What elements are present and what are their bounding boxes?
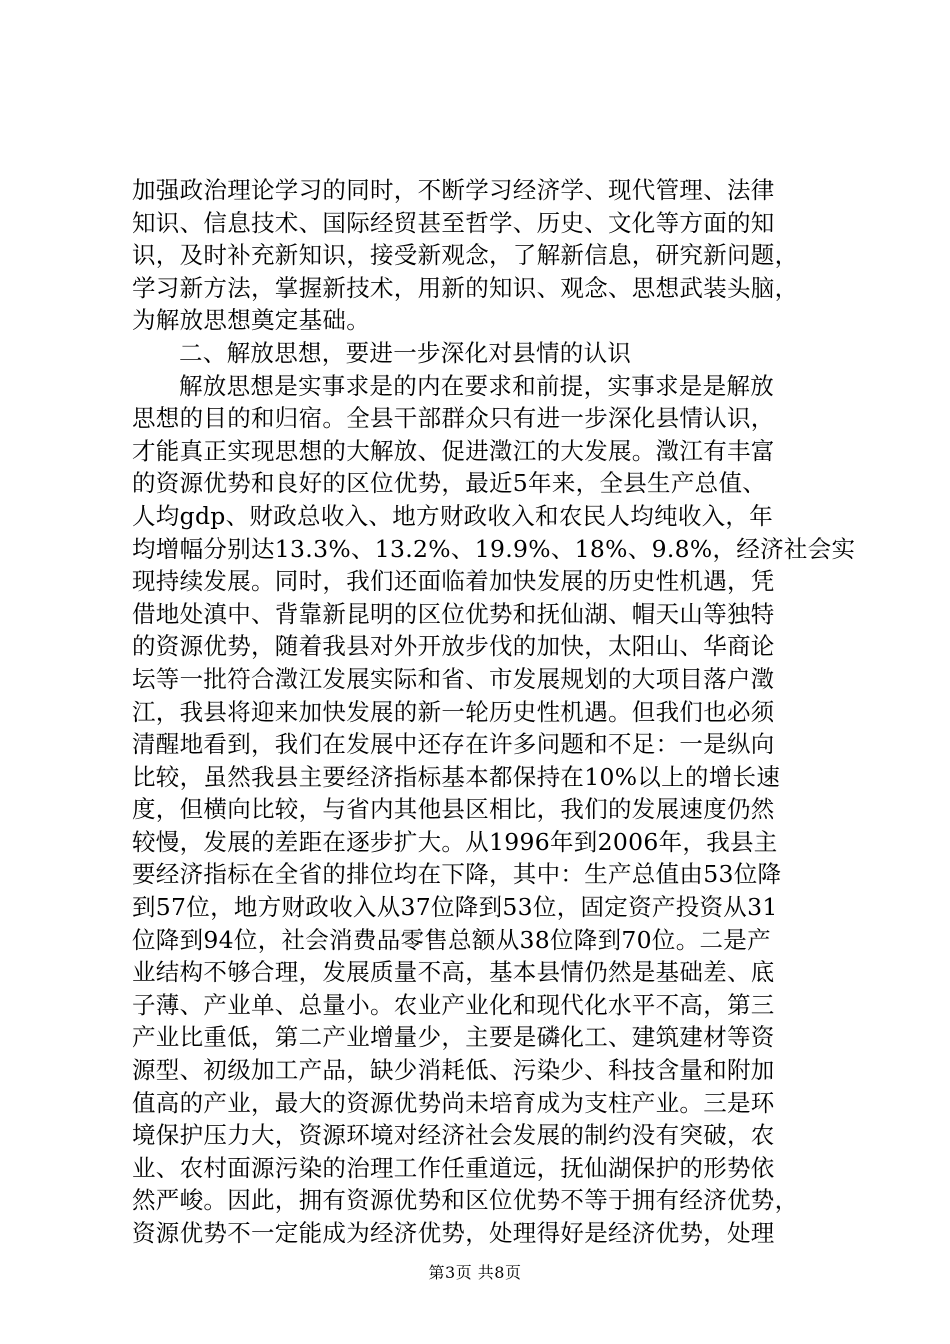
text-line: 业、农村面源污染的治理工作任重道远，抚仙湖保护的形势依 [132,1153,775,1182]
section-heading [132,337,832,370]
text-line: 才能真正实现思想的大解放、促进澂江的大发展。澂江有丰富 [132,436,775,465]
text-line: 识，及时补充新知识，接受新观念，了解新信息，研究新问题， [132,241,799,270]
page-number-label: 第3页 共8页 [428,1263,522,1282]
section-heading-text: 二、解放思想，要进一步深化对县情的认识 [179,338,632,367]
text-line: 度，但横向比较，与省内其他县区相比，我们的发展速度仍然 [132,795,775,824]
text-line: 知识、信息技术、国际经贸甚至哲学、历史、文化等方面的知 [132,208,775,237]
text-line: 到57位，地方财政收入从37位降到53位，固定资产投资从31 [132,893,778,922]
text-line: 坛等一批符合澂江发展实际和省、市发展规划的大项目落户澂 [132,664,775,693]
text-line: 江，我县将迎来加快发展的新一轮历史性机遇。但我们也必须 [132,697,775,726]
text-line: 源型、初级加工产品，缺少消耗低、污染少、科技含量和附加 [132,1056,775,1085]
text-line: 均增幅分别达13.3%、13.2%、19.9%、18%、9.8%，经济社会实 [132,534,856,563]
text-line: 产业比重低，第二产业增量少，主要是磷化工、建筑建材等资 [132,1023,775,1052]
text-line: 然严峻。因此，拥有资源优势和区位优势不等于拥有经济优势， [132,1186,799,1215]
page-footer [0,1262,950,1284]
text-line: 人均gdp、财政总收入、地方财政收入和农民人均纯收入，年 [132,501,774,530]
text-line: 加强政治理论学习的同时，不断学习经济学、现代管理、法律 [132,176,775,204]
text-line: 值高的产业，最大的资源优势尚未培育成为支柱产业。三是环 [132,1088,775,1117]
text-line: 为解放思想奠定基础。 [132,306,370,335]
text-line: 子薄、产业单、总量小。农业产业化和现代化水平不高，第三 [132,990,775,1019]
text-line: 思想的目的和归宿。全县干部群众只有进一步深化县情认识， [132,404,775,433]
text-line: 要经济指标在全省的排位均在下降，其中：生产总值由53位降 [132,860,782,889]
text-line: 的资源优势，随着我县对外开放步伐的加快，太阳山、华商论 [132,632,775,661]
text-line: 业结构不够合理，发展质量不高，基本县情仍然是基础差、底 [132,958,775,987]
paragraph-1 [132,174,832,337]
document-body [132,174,856,1250]
text-line: 位降到94位，社会消费品零售总额从38位降到70位。二是产 [132,925,771,954]
text-line: 学习新方法，掌握新技术，用新的知识、观念、思想武装头脑， [132,273,799,302]
text-line: 较慢，发展的差距在逐步扩大。从1996年到2006年，我县主 [132,827,778,856]
paragraph-2 [132,370,856,1250]
text-line: 解放思想是实事求是的内在要求和前提，实事求是是解放 [179,371,774,400]
text-line: 比较，虽然我县主要经济指标基本都保持在10%以上的增长速 [132,762,781,791]
text-line: 境保护压力大，资源环境对经济社会发展的制约没有突破，农 [132,1121,775,1150]
text-line: 资源优势不一定能成为经济优势，处理得好是经济优势，处理 [132,1219,775,1247]
text-line: 清醒地看到，我们在发展中还存在许多问题和不足：一是纵向 [132,730,775,759]
text-line: 的资源优势和良好的区位优势，最近5年来，全县生产总值、 [132,469,767,498]
text-line: 借地处滇中、背靠新昆明的区位优势和抚仙湖、帽天山等独特 [132,599,775,628]
text-line: 现持续发展。同时，我们还面临着加快发展的历史性机遇，凭 [132,567,775,596]
